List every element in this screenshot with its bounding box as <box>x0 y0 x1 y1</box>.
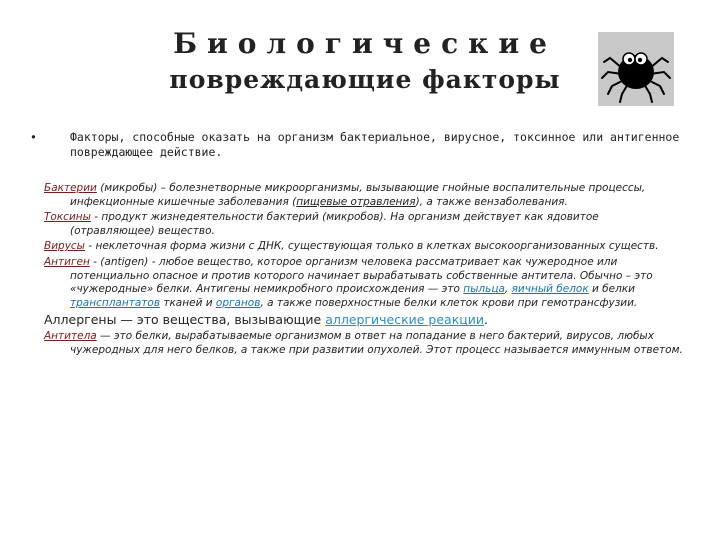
paragraph-antibodies <box>44 330 684 357</box>
link-organs[interactable]: органов <box>215 296 261 309</box>
link-food-poisoning[interactable]: пищевые отравления <box>296 195 416 208</box>
paragraph-toxins <box>44 211 684 238</box>
title-line-2: повреждающие факторы <box>169 65 561 94</box>
antigen-text-1: - (antigen) - любое вещество, которое организм человека рассматривает как чужеродное или потенциально опасное и против которого начинает вырабатывать собственные антитела. Обычно – это «чужеродные» белки. Антигены немикробного происхождения — это <box>70 255 653 296</box>
term-toxins: Токсины <box>44 211 91 224</box>
definitions-block <box>44 182 684 360</box>
antigen-text-4: , а также поверхностные белки клеток крови при гемотрансфузии. <box>260 296 638 309</box>
slide-title <box>130 26 600 98</box>
bullet-marker: • <box>30 130 37 144</box>
link-pollen[interactable]: пыльца <box>463 283 505 296</box>
spider-icon <box>598 32 674 106</box>
paragraph-viruses <box>44 240 684 254</box>
spider-image <box>598 32 674 106</box>
antibodies-text: — это белки, вырабатываемые организмом в ответ на попадание в него бактерий, вирусов, любых чужеродных для него белков, а также при развитии опухолей. Этот процесс называется иммунным ответом. <box>70 330 683 356</box>
antigen-text-2: и белки <box>588 283 635 296</box>
title-line-1: Биологические <box>173 27 557 60</box>
bacteria-text-1: (микробы) – болезнетворные микроорганизмы, вызывающие гнойные воспалительные процессы, инфекционные кишечные заболевания ( <box>70 182 646 208</box>
antigen-sep-1: , <box>504 283 512 296</box>
bullet-text: Факторы, способные оказать на организм бактериальное, вирусное, токсинное или антигенное повреждающее действие. <box>70 130 680 159</box>
paragraph-bacteria <box>44 182 684 209</box>
paragraph-allergens <box>44 312 684 328</box>
link-allergic-reactions[interactable]: аллергические реакции <box>325 312 485 328</box>
bacteria-text-2: ), а также вензаболевания. <box>415 195 568 208</box>
term-bacteria: Бактерии <box>44 182 97 194</box>
term-antigen: Антиген <box>44 255 90 268</box>
term-antibodies: Антитела <box>44 330 97 343</box>
allergens-text-2: . <box>484 312 489 328</box>
term-viruses: Вирусы <box>44 240 85 253</box>
allergens-text-1: Аллергены — это вещества, вызывающие <box>44 312 326 328</box>
paragraph-antigen <box>44 256 684 310</box>
viruses-text: - неклеточная форма жизни с ДНК, существующая только в клетках высокоорганизованных существ. <box>84 240 659 253</box>
antigen-text-3: тканей и <box>160 296 216 309</box>
link-transplants[interactable]: трансплантатов <box>70 296 161 309</box>
toxins-text: - продукт жизнедеятельности бактерий (микробов). На организм действует как ядовитое (отравляющее) вещество. <box>70 211 599 237</box>
link-egg-white[interactable]: яичный белок <box>511 283 589 296</box>
